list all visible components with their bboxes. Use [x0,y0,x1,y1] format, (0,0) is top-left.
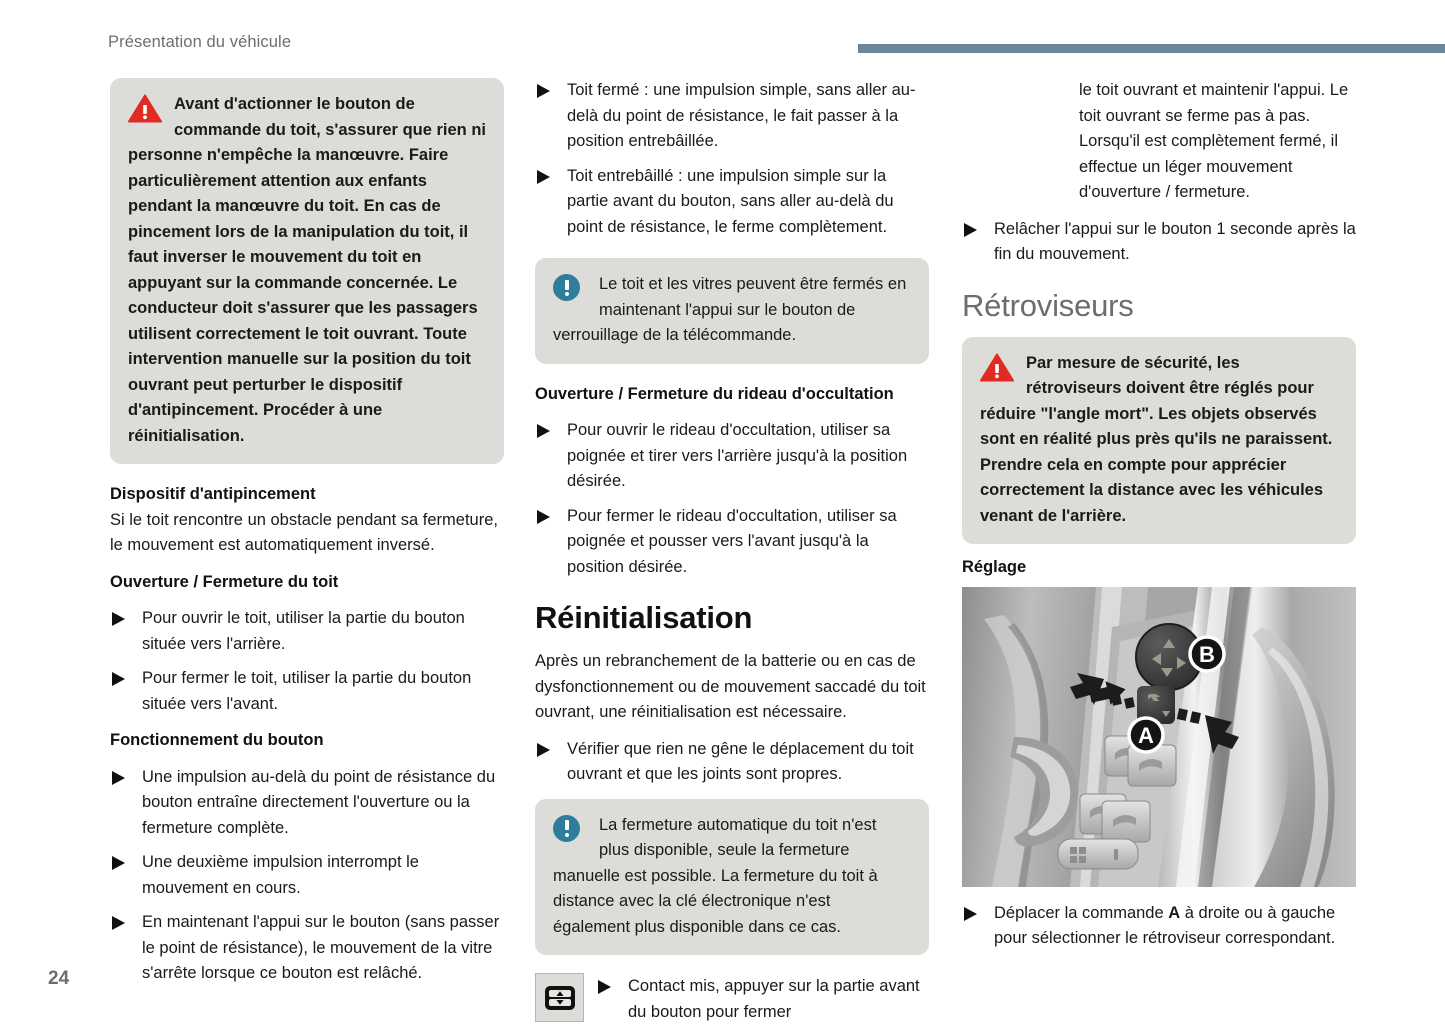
info-callout-fermeture-auto [535,799,929,956]
list-item-text: Vérifier que rien ne gêne le déplacement du toit ouvrant et que les joints sont propres. [567,739,914,783]
bullet-list-toit-positions [535,78,929,240]
info-circle-icon [553,274,599,300]
info-callout-text: La fermeture automatique du toit n'est plus disponible, seule la fermeture manuelle est possible. La fermeture du toit à distance avec la clé électronique n'est également plus disponible dans ce cas. [553,815,878,936]
warning-callout-sunroof [110,78,504,464]
bullet-triangle-icon [112,672,125,686]
paragraph-reinitialisation: Après un rebranchement de la batterie ou en cas de dysfonctionnement ou de mouvement saccadé du toit ouvrant, une réinitialisation est nécessaire. [535,652,926,721]
heading-rideau-occultation: Ouverture / Fermeture du rideau d'occultation [535,384,894,403]
list-item [962,217,1356,268]
bullet-triangle-icon [112,771,125,785]
pictogram-item-text [598,973,929,1025]
list-item [535,737,929,788]
list-item-text: Pour ouvrir le toit, utiliser la partie du bouton située vers l'arrière. [142,609,465,653]
warning-callout-text: Par mesure de sécurité, les rétroviseurs doivent être réglés pour réduire "l'angle mort". Les objets observés sont en réalité plus près qu'ils ne paraissent. Prendre cela en compte pour apprécier correctement la distance avec les véhicules venant de l'arrière. [980,353,1333,525]
list-item-text: Pour ouvrir le rideau d'occultation, utiliser sa poignée et tirer vers l'arrière jusqu'à la position désirée. [567,421,908,490]
bullet-list-rideau [535,418,929,580]
paragraph-antipincement: Si le toit rencontre un obstacle pendant sa fermeture, le mouvement est automatiquement inversé. [110,510,498,554]
bullet-list-toit [110,606,504,717]
warning-callout-retroviseurs [962,337,1356,545]
list-item [535,418,929,495]
bullet-triangle-icon [112,916,125,930]
bullet-triangle-icon [537,84,550,98]
bullet-triangle-icon [598,980,611,994]
heading-fonctionnement-bouton: Fonctionnement du bouton [110,731,324,749]
heading-reglage: Réglage [962,558,1027,576]
warning-callout-text: Avant d'actionner le bouton de commande du toit, s'assurer que rien ni personne n'empêche la manœuvre. Faire particulièrement attention aux enfants pendant la manœuvre du toit. En cas de pincement lors de la manipulation du toit, il faut inverser le mouvement du toit en appuyant sur la commande concernée. Le conducteur doit s'assurer que les passagers utilisent correctement le toit ouvrant. Toute intervention manuelle sur la position du toit ouvrant peut perturber le dispositif d'antipincement. Procéder à une réinitialisation. [128,95,486,445]
bullet-list-deplacer [962,901,1356,952]
list-item [535,78,929,155]
list-item [535,164,929,241]
warning-triangle-icon [128,94,174,120]
bullet-triangle-icon [964,223,977,237]
warning-triangle-icon [980,353,1026,379]
column-2 [535,78,929,1025]
list-item-text: Toit entrebâillé : une impulsion simple sur la partie avant du bouton, sans aller au-delà du point de résistance, le ferme complètement. [567,166,894,236]
bullet-triangle-icon [964,907,977,921]
list-item [110,606,504,657]
list-item-text: Une impulsion au-delà du point de résistance du bouton entraîne directement l'ouverture ou la fermeture complète. [142,767,496,837]
pictogram-row [535,973,929,1025]
list-item-text: Relâcher l'appui sur le bouton 1 seconde après la fin du mouvement. [994,219,1356,263]
info-circle-icon [553,815,599,841]
sunroof-button-pictogram [535,973,584,1022]
section-heading-reinitialisation: Réinitialisation [535,600,753,635]
info-callout-telecommande [535,258,929,364]
list-item-text: Déplacer la commande A à droite ou à gauche pour sélectionner le rétroviseur correspondant. [994,903,1336,947]
section-heading-retroviseurs: Rétroviseurs [962,287,1134,323]
list-item-text: Pour fermer le toit, utiliser la partie du bouton située vers l'avant. [142,669,472,713]
svg-text:B: B [1199,641,1215,667]
paragraph-continuation: le toit ouvrant et maintenir l'appui. Le toit ouvrant se ferme pas à pas. Lorsqu'il est complètement fermé, il effectue un léger mouvement d'ouverture / fermeture. [1079,81,1349,201]
page-number: 24 [48,968,70,989]
list-item [962,901,1356,952]
list-item-text: Toit fermé : une impulsion simple, sans aller au-delà du point de résistance, le fait passer à la position entrebâillée. [567,81,916,150]
bullet-list-verifier [535,737,929,788]
list-item [535,504,929,581]
svg-text:A: A [1138,722,1154,748]
pictogram-label: Contact mis, appuyer sur la partie avant du bouton pour fermer [628,977,920,1021]
list-item [110,850,504,901]
list-item-text: Pour fermer le rideau d'occultation, utiliser sa poignée et pousser vers l'avant jusqu'à la position désirée. [567,506,897,576]
column-3 [962,78,1356,952]
bullet-list-bouton [110,765,504,987]
list-item [110,910,504,987]
info-callout-text: Le toit et les vitres peuvent être fermés en maintenant l'appui sur le bouton de verrouillage de la télécommande. [553,275,907,344]
bullet-list-relacher [962,217,1356,268]
list-item [110,666,504,717]
page-title: Présentation du véhicule [108,33,292,51]
list-item-text: Une deuxième impulsion interrompt le mouvement en cours. [142,853,419,897]
list-item-text: En maintenant l'appui sur le bouton (sans passer le point de résistance), le mouvement de la vitre s'arrête lorsque ce bouton est relâché. [142,913,500,982]
column-1 [110,78,504,987]
heading-ouverture-fermeture-toit: Ouverture / Fermeture du toit [110,572,339,591]
bullet-triangle-icon [537,743,550,757]
list-item [110,765,504,842]
bullet-triangle-icon [112,612,125,626]
bullet-triangle-icon [112,856,125,870]
bullet-triangle-icon [537,510,550,524]
heading-dispositif-antipincement: Dispositif d'antipincement [110,485,316,503]
bullet-triangle-icon [537,170,550,184]
bullet-triangle-icon [537,424,550,438]
figure-mirror-controls [962,587,1356,887]
